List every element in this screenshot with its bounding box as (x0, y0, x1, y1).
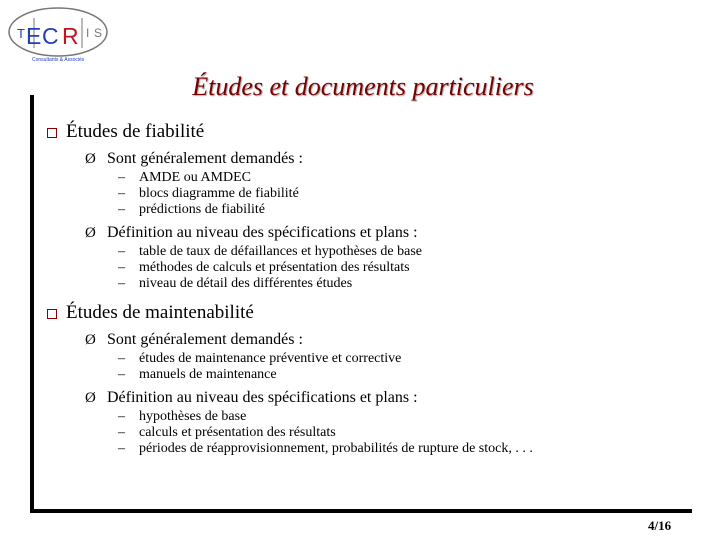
subsection-heading (85, 330, 707, 350)
item-list (118, 351, 707, 383)
section-heading (47, 120, 707, 144)
subsection-heading-text: Sont généralement demandés : (107, 150, 303, 167)
dash-icon: – (118, 170, 125, 185)
subsection-heading (85, 149, 707, 169)
dash-icon: – (118, 186, 125, 201)
logo-letter-r: R (62, 23, 79, 49)
section-fiabilite (47, 120, 707, 292)
logo-letter-i: I (86, 26, 90, 40)
slide-content (47, 120, 707, 457)
section-heading-text: Études de fiabilité (66, 121, 205, 142)
dash-icon: – (118, 367, 125, 382)
subsection-heading (85, 388, 707, 408)
list-item: – blocs diagramme de fiabilité (118, 186, 299, 201)
section-heading (47, 301, 707, 325)
arrow-bullet-icon: Ø (85, 225, 96, 241)
dash-icon: – (118, 351, 125, 366)
section-maintenabilite (47, 301, 707, 457)
list-item: – méthodes de calculs et présentation des résultats (118, 260, 410, 275)
list-item: – prédictions de fiabilité (118, 202, 265, 217)
logo-letter-e: E (26, 23, 42, 49)
dash-icon: – (118, 425, 125, 440)
list-item: – AMDE ou AMDEC (118, 170, 252, 185)
subsection-heading-text: Définition au niveau des spécifications et plans : (107, 389, 418, 406)
subsection-demandes (85, 149, 707, 218)
subsection-heading-text: Définition au niveau des spécifications et plans : (107, 224, 418, 241)
section-heading-text: Études de maintenabilité (66, 302, 254, 323)
dash-icon: – (118, 409, 125, 424)
slide-title: Études et documents particuliers (192, 72, 534, 101)
list-item: – études de maintenance préventive et corrective (118, 351, 402, 366)
item-list (118, 409, 707, 457)
list-item: – périodes de réapprovisionnement, probabilités de rupture de stock, . . . (118, 441, 533, 456)
subsection-specifications (85, 223, 707, 292)
subsection-demandes (85, 330, 707, 383)
list-item: – niveau de détail des différentes études (118, 276, 353, 291)
arrow-bullet-icon: Ø (85, 390, 96, 406)
dash-icon: – (118, 202, 125, 217)
dash-icon: – (118, 441, 125, 456)
page-number: 4/16 (648, 518, 672, 533)
arrow-bullet-icon: Ø (85, 151, 96, 167)
list-item: – calculs et présentation des résultats (118, 425, 336, 440)
logo-letter-t: T (17, 26, 25, 41)
item-list (118, 244, 707, 292)
left-border-bar (30, 95, 34, 513)
list-item: – manuels de maintenance (118, 367, 277, 382)
list-item: – table de taux de défaillances et hypothèses de base (118, 244, 422, 259)
list-item: – hypothèses de base (118, 409, 247, 424)
square-bullet-icon (47, 128, 57, 138)
dash-icon: – (118, 260, 125, 275)
arrow-bullet-icon: Ø (85, 332, 96, 348)
item-list (118, 170, 707, 218)
subsection-specifications (85, 388, 707, 457)
dash-icon: – (118, 244, 125, 259)
square-bullet-icon (47, 309, 57, 319)
subsection-heading (85, 223, 707, 243)
dash-icon: – (118, 276, 125, 291)
logo-letter-s: S (94, 26, 103, 40)
logo-tagline: Consultants & Associés (32, 57, 85, 63)
tecris-logo (6, 4, 110, 64)
bottom-border-bar (30, 509, 692, 513)
logo-letter-c: C (42, 23, 59, 49)
subsection-heading-text: Sont généralement demandés : (107, 331, 303, 348)
